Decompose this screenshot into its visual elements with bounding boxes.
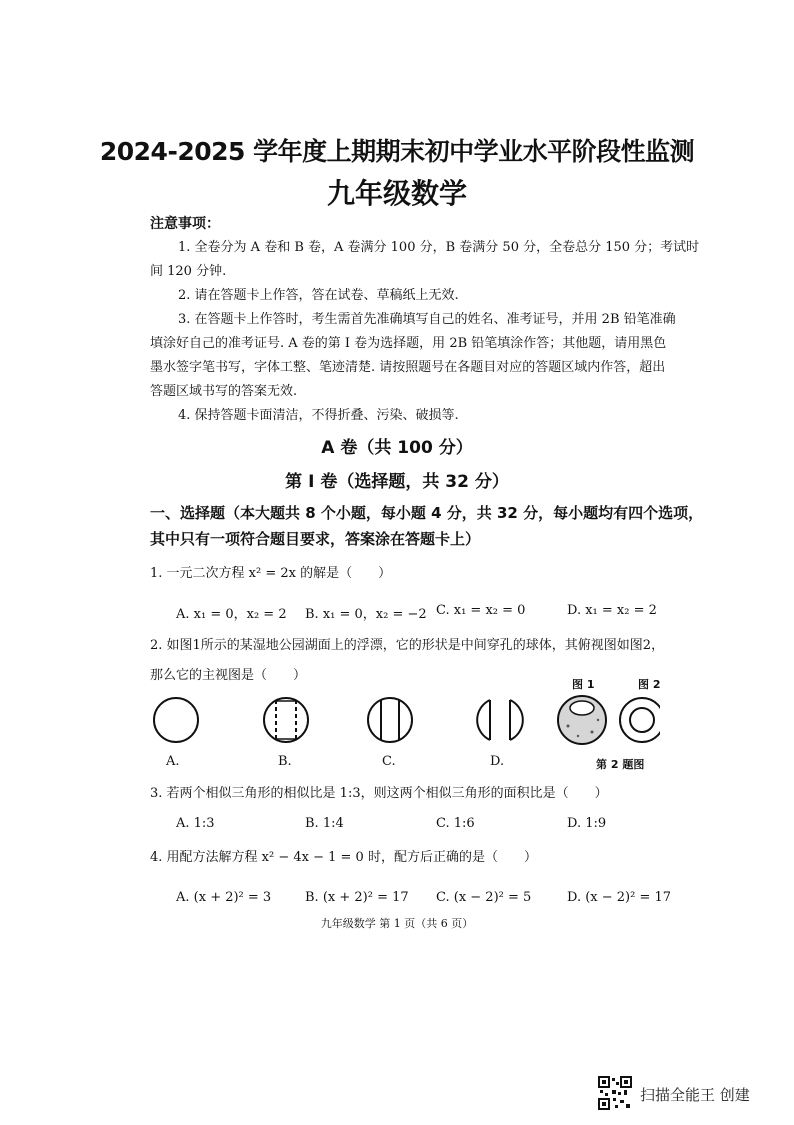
question-3-option-a: A. 1:3 xyxy=(176,816,215,831)
figure-2-label: 图 2 xyxy=(638,678,661,691)
option-c-shape xyxy=(368,698,412,742)
figure-2-ring xyxy=(620,698,660,742)
question-2-stem: 那么它的主视图是（ ） xyxy=(150,668,307,683)
question-4-option-c: C. (x − 2)² = 5 xyxy=(436,890,532,905)
notice-line: 填涂好自己的准考证号. A 卷的第 I 卷为选择题，用 2B 铅笔填涂作答；其他题，请用黑色 xyxy=(150,336,667,351)
question-2-option-a: A. xyxy=(166,754,180,769)
question-1-option-b: B. x₁ = 0，x₂ = −2 xyxy=(305,607,427,622)
question-4-stem: 4. 用配方法解方程 x² − 4x − 1 = 0 时，配方后正确的是（ ） xyxy=(150,850,537,865)
question-1-option-d: D. x₁ = x₂ = 2 xyxy=(567,603,657,618)
question-2-stem: 2. 如图1所示的某湿地公园湖面上的浮漂，它的形状是中间穿孔的球体，其俯视图如图2， xyxy=(150,638,665,653)
section-part1-heading: 第 I 卷（选择题，共 32 分） xyxy=(285,472,509,492)
subject-title: 九年级数学 xyxy=(326,177,467,210)
option-b-shape xyxy=(264,698,308,742)
question-3-option-d: D. 1:9 xyxy=(567,816,607,831)
question-2-option-c: C. xyxy=(382,754,396,769)
notice-line: 墨水签字笔书写，字体工整、笔迹清楚. 请按照题号在各题目对应的答题区域内作答，超出 xyxy=(150,360,666,375)
question-1-option-c: C. x₁ = x₂ = 0 xyxy=(436,603,526,618)
question-2-figure-caption: 第 2 题图 xyxy=(596,758,645,771)
question-3-option-b: B. 1:4 xyxy=(305,816,344,831)
notice-heading: 注意事项： xyxy=(150,216,220,232)
part-one-instruction: 其中只有一项符合题目要求，答案涂在答题卡上） xyxy=(150,530,481,548)
question-1-option-a: A. x₁ = 0，x₂ = 2 xyxy=(176,607,287,622)
notice-line: 3. 在答题卡上作答时，考生需首先准确填写自己的姓名、准考证号，并用 2B 铅笔准确 xyxy=(178,312,676,327)
option-a-shape xyxy=(154,698,198,742)
question-4-option-a: A. (x + 2)² = 3 xyxy=(176,890,272,905)
question-1-stem: 1. 一元二次方程 x² = 2x 的解是（ ） xyxy=(150,566,392,581)
question-4-option-d: D. (x − 2)² = 17 xyxy=(567,890,672,905)
exam-title: 2024-2025 学年度上期期末初中学业水平阶段性监测 xyxy=(99,137,695,166)
part-one-instruction: 一、选择题（本大题共 8 个小题，每小题 4 分，共 32 分，每小题均有四个选项， xyxy=(150,504,704,522)
scanner-watermark: 扫描全能王 创建 xyxy=(640,1086,750,1104)
notice-line: 1. 全卷分为 A 卷和 B 卷，A 卷满分 100 分，B 卷满分 50 分，全卷总分 150 分；考试时 xyxy=(178,240,700,255)
question-2-figures xyxy=(140,688,660,754)
question-3-option-c: C. 1:6 xyxy=(436,816,475,831)
question-2-option-b: B. xyxy=(278,754,292,769)
figure-1-sphere xyxy=(558,696,606,744)
notice-line: 答题区域书写的答案无效. xyxy=(150,384,298,399)
page-footer: 九年级数学 第 1 页（共 6 页） xyxy=(320,917,474,930)
figure-1-label: 图 1 xyxy=(572,678,595,691)
notice-line: 2. 请在答题卡上作答，答在试卷、草稿纸上无效. xyxy=(178,288,459,303)
question-3-stem: 3. 若两个相似三角形的相似比是 1:3，则这两个相似三角形的面积比是（ ） xyxy=(150,786,608,801)
option-d-shape xyxy=(477,700,523,740)
qr-code-icon xyxy=(598,1076,632,1110)
question-4-option-b: B. (x + 2)² = 17 xyxy=(305,890,409,905)
notice-line: 间 120 分钟. xyxy=(150,264,227,279)
question-2-option-d: D. xyxy=(490,754,505,769)
section-a-heading: A 卷（共 100 分） xyxy=(321,438,473,458)
notice-line: 4. 保持答题卡面清洁，不得折叠、污染、破损等. xyxy=(178,408,459,423)
